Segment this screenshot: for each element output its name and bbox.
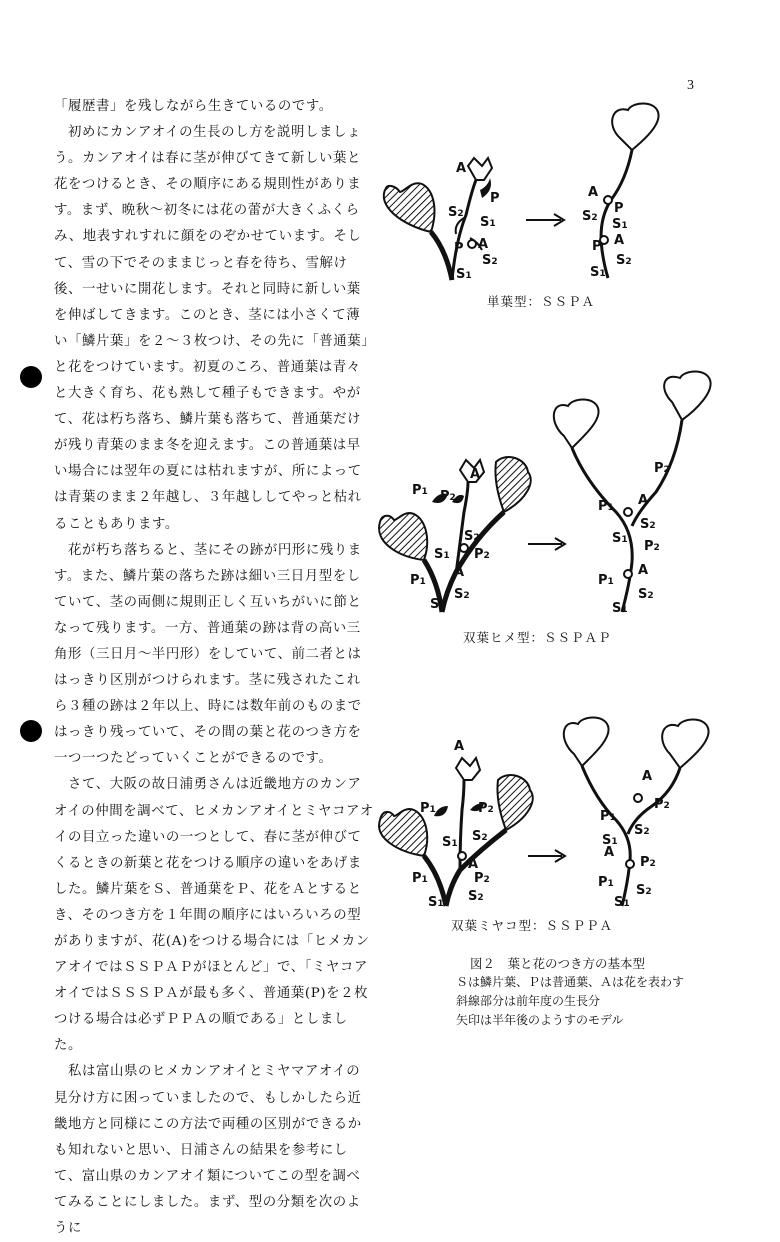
- svg-text:P2: P2: [640, 855, 656, 870]
- svg-text:P2: P2: [478, 801, 494, 816]
- figure-double-hime-type: [376, 362, 716, 620]
- paragraph: 私は富山県のヒメカンアオイとミヤマアオイの見分け方に困っていましたので、もしかしたら近畿地方と同様にこの方法で両種の区別ができるかも知れないと思い、日浦さんの結果を参考にして、富山県のカンアオイ類についてこの型を調べてみることにしました。まず、型の分類を次のように: [54, 1064, 362, 1237]
- svg-text:A: A: [478, 237, 489, 252]
- svg-text:P: P: [490, 191, 500, 206]
- binder-hole: [20, 366, 42, 388]
- svg-text:P1: P1: [420, 801, 436, 816]
- paragraph: 初めにカンアオイの生長のし方を説明しましょう。カンアオイは春に茎が伸びてきて新しい葉と花をつけるとき、その順序にある規則性があります。まず、晩秋～初冬には花の蕾が大きくふくらみ、地表すれすれに顔をのぞかせています。そして、雪の下でそのままじっと春を待ち、雪解け後、一せいに開花します。それと同時に新しい葉を伸ばしてきます。このとき、茎には小さくて薄い「鱗片葉」を２～３枚つけ、その先に「普通葉」と花をつけています。初夏のころ、普通葉は青々と大きく育ち、花も熟して種子もできます。やがて、花は朽ち落ち、鱗片葉も落ちて、普通葉だけが残り青葉のまま冬を迎えます。この普通葉は早い場合には翌年の夏には枯れますが、所によっては青葉のまま２年越し、３年越ししてやっと枯れることもあります。: [54, 125, 369, 532]
- figure-double-miyako-type: [376, 710, 716, 910]
- svg-text:S2: S2: [482, 253, 498, 268]
- old-leaf-icon: [384, 183, 435, 232]
- paragraph: さて、大阪の故日浦勇さんは近畿地方のカンアオイの仲間を調べて、ヒメカンアオイとミヤコアオイの目立った違いの一つとして、春に茎が伸びてくるときの新葉と花をつける順序の違いをあげました。鱗片葉をＳ、普通葉をＰ、花をＡとするとき、そのつき方を１年間の順序にはいろいろの型がありますが、花(A)をつける場合には「ヒメカンアオイではＳＳＰＡＰがほとんど」で、「ミヤコアオイではＳＳＳＰＡが最も多く、普通葉(P)を２枚つける場合は必ずＰＰＡの順である」としました。: [54, 777, 374, 1054]
- svg-text:P2: P2: [654, 461, 670, 476]
- leaf-icon: [664, 372, 710, 421]
- svg-text:S2: S2: [464, 529, 480, 544]
- svg-text:S2: S2: [448, 205, 464, 220]
- figure-single-leaf-type: [376, 100, 716, 290]
- paragraph: 「履歴書」を残しながら生きているのです。: [54, 99, 333, 114]
- svg-text:P1: P1: [412, 483, 428, 498]
- svg-text:A: A: [470, 467, 481, 482]
- figure-caption: 単葉型：ＳＳＰＡ: [487, 294, 596, 309]
- figure-caption: 双葉ヒメ型：ＳＳＰＡＰ: [463, 630, 612, 645]
- svg-text:P: P: [614, 201, 624, 216]
- flower-icon: [468, 158, 492, 180]
- svg-text:S1: S1: [456, 267, 472, 282]
- arrow-icon: [528, 850, 565, 862]
- svg-text:P2: P2: [440, 489, 456, 504]
- svg-text:S2: S2: [638, 587, 654, 602]
- svg-text:A: A: [638, 493, 649, 508]
- figure-caption: 双葉ミヤコ型：ＳＳＰＰＡ: [451, 918, 614, 933]
- svg-text:P2: P2: [654, 797, 670, 812]
- svg-text:A: A: [604, 845, 615, 860]
- svg-text:P: P: [454, 241, 464, 256]
- svg-text:S1: S1: [602, 833, 618, 848]
- svg-text:S2: S2: [468, 889, 484, 904]
- svg-text:A: A: [454, 565, 465, 580]
- leaf-icon: [554, 400, 599, 449]
- svg-text:P1: P1: [598, 573, 614, 588]
- svg-text:S2: S2: [634, 823, 650, 838]
- figure-note: 矢印は半年後のようすのモデル: [456, 1013, 624, 1027]
- svg-text:S1: S1: [612, 601, 628, 616]
- old-leaf-icon: [495, 457, 530, 512]
- svg-text:P1: P1: [598, 875, 614, 890]
- svg-text:S2: S2: [582, 209, 598, 224]
- page-number: 3: [687, 78, 694, 93]
- svg-text:S1: S1: [590, 265, 606, 280]
- svg-text:S1: S1: [434, 547, 450, 562]
- svg-text:S1: S1: [442, 835, 458, 850]
- flower-icon: [456, 758, 480, 780]
- svg-text:P2: P2: [644, 539, 660, 554]
- old-leaf-icon: [379, 809, 427, 856]
- paragraph: 花が朽ち落ちると、茎にその跡が円形に残ります。また、鱗片葉の落ちた跡は細い三日月型をしていて、茎の両側に規則正しく互いちがいに節となって残ります。一方、普通葉の跡は背の高い三角形（三日月～半円形）をしていて、前二者とははっきり区別がつけられます。茎に残されたこれら３種の跡は２年以上、時には数年前のものまではっきり残っていて、その間の葉と花のつき方を一つ一つたどっていくことができるのです。: [54, 542, 362, 767]
- svg-text:A: A: [468, 857, 479, 872]
- svg-text:S2: S2: [616, 253, 632, 268]
- binder-hole: [20, 720, 42, 742]
- svg-text:S1: S1: [612, 217, 628, 232]
- svg-text:S1: S1: [614, 895, 630, 910]
- svg-text:S1: S1: [428, 895, 444, 910]
- svg-text:S1: S1: [480, 215, 496, 230]
- svg-text:P2: P2: [474, 871, 490, 886]
- old-leaf-icon: [497, 775, 532, 830]
- svg-text:P1: P1: [410, 573, 426, 588]
- svg-text:S2: S2: [454, 587, 470, 602]
- svg-text:S2: S2: [472, 829, 488, 844]
- svg-text:S2: S2: [640, 517, 656, 532]
- svg-text:P1: P1: [598, 499, 614, 514]
- svg-text:A: A: [454, 739, 465, 754]
- old-leaf-icon: [379, 513, 427, 560]
- plant-diagram: [376, 710, 716, 910]
- leaf-bud-icon: [434, 806, 448, 816]
- arrow-icon: [526, 214, 564, 226]
- figure-note: 斜線部分は前年度の生長分: [456, 994, 601, 1008]
- svg-text:A: A: [614, 233, 625, 248]
- plant-diagram: [376, 362, 716, 620]
- svg-text:S1: S1: [430, 597, 446, 612]
- svg-text:A: A: [638, 563, 649, 578]
- leaf-icon: [662, 720, 708, 769]
- svg-text:P1: P1: [600, 809, 616, 824]
- svg-text:P1: P1: [412, 871, 428, 886]
- svg-text:A: A: [456, 161, 467, 176]
- figure-title: 図２ 葉と花のつき方の基本型: [470, 956, 646, 971]
- leaf-icon: [612, 104, 658, 151]
- svg-text:A: A: [642, 769, 653, 784]
- arrow-icon: [528, 538, 565, 550]
- figure-title-block: [456, 954, 736, 1030]
- plant-diagram: [376, 100, 716, 290]
- leaf-icon: [564, 718, 609, 767]
- svg-text:P: P: [592, 239, 602, 254]
- svg-text:A: A: [588, 185, 599, 200]
- svg-text:P2: P2: [474, 547, 490, 562]
- svg-text:S1: S1: [612, 531, 628, 546]
- figure-note: Ｓは鱗片葉、Ｐは普通葉、Ａは花を表わす: [456, 975, 685, 989]
- body-text: [54, 94, 374, 1242]
- svg-text:S2: S2: [636, 883, 652, 898]
